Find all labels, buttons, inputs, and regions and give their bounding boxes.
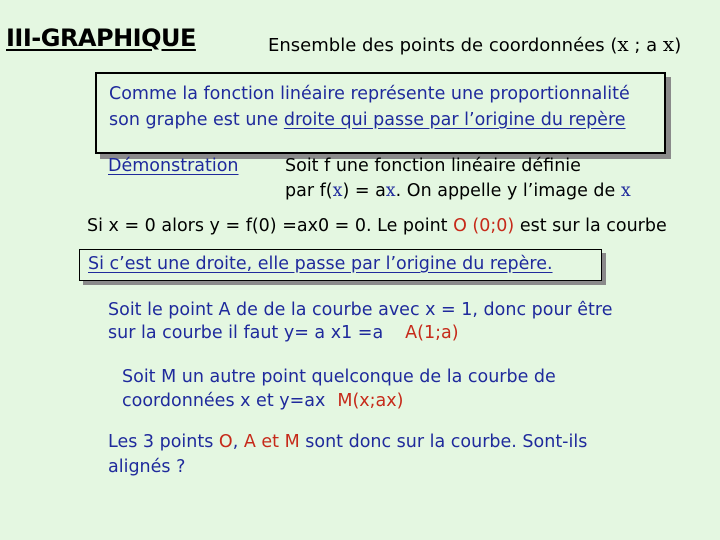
subtitle-x1: x [617,32,629,56]
definition-box [95,72,666,154]
conclusion-text-a: Les 3 points [108,432,219,452]
def-part-a: par f( [285,181,333,201]
point-a-line-2-text: sur la courbe il faut y= a x1 =a [108,323,384,343]
demonstration-def-line-2 [285,181,631,201]
subtitle [268,32,681,56]
demonstration-def-line-1: Soit f une fonction linéaire définie [285,156,581,176]
definition-line-2-start: son graphe est une [109,110,284,130]
def-part-c: x [385,181,396,201]
conclusion-point-m: M [284,432,300,452]
def-part-d: . On appelle y l’image de [395,181,621,201]
proof-text: Si x = 0 alors y = f(0) =ax0 = 0. Le point [87,216,454,236]
point-m-line-1: Soit M un autre point quelconque de la courbe de [122,367,556,387]
def-part-b: ) = a [342,181,386,201]
point-m-line-2 [122,391,403,411]
point-a-coords: A(1;a) [405,323,459,343]
point-m-coords: M(x;ax) [337,391,404,411]
origin-box [79,249,602,281]
definition-line-2 [109,110,626,130]
conclusion-line-1 [108,432,587,452]
point-m-line-2-text: coordonnées x et y=ax [122,391,326,411]
point-o-coords: O (0;0) [453,216,515,236]
conclusion-text-b: sont donc sur la courbe. Sont-ils [299,432,588,452]
proof-line [87,216,667,236]
conclusion-point-o: O [218,432,233,452]
subtitle-sep: ; [628,35,647,56]
demonstration-label: Démonstration [108,156,239,176]
conclusion-point-a: A [243,432,256,452]
subtitle-text: Ensemble des points de coordonnées ( [268,35,618,56]
definition-line-1: Comme la fonction linéaire représente une proportionnalité [109,84,630,104]
def-part-x: x [332,181,343,201]
def-part-e: x [620,181,631,201]
subtitle-close: ) [674,35,682,56]
subtitle-a: a [646,35,658,56]
conclusion-et: et [255,432,285,452]
point-a-line-2 [108,323,459,343]
conclusion-line-2: alignés ? [108,457,186,477]
definition-line-2-underlined: droite qui passe par l’origine du repère [283,110,626,130]
page-title: III-GRAPHIQUE [6,24,196,52]
conclusion-comma: , [232,432,244,452]
point-a-line-1: Soit le point A de de la courbe avec x = 1, donc pour être [108,300,613,320]
proof-text-end: est sur la courbe [514,216,667,236]
origin-box-text: Si c’est une droite, elle passe par l’origine du repère. [88,254,553,274]
subtitle-x2: x [662,32,675,56]
